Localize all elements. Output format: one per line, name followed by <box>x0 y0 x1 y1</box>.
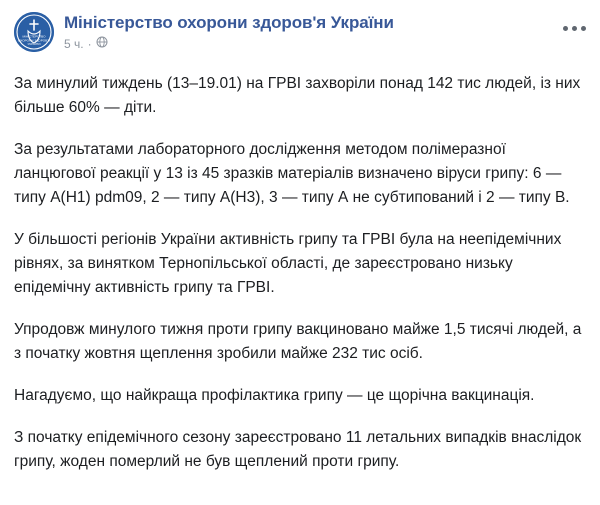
header-text <box>64 12 394 52</box>
post-body <box>14 72 586 474</box>
svg-text:УКРАЇНИ: УКРАЇНИ <box>27 42 41 47</box>
post-timestamp[interactable]: 5 ч. <box>64 37 84 51</box>
post-paragraph: Упродовж минулого тижня проти грипу вакциновано майже 1,5 тисячі людей, а з початку жовтня щеплення зробили майже 232 тис осіб. <box>14 321 582 362</box>
post-paragraph: Нагадуємо, що найкраща профілактика грипу — це щорічна вакцинація. <box>14 387 535 404</box>
svg-text:ОХОРОНИ ЗДОРОВ'Я: ОХОРОНИ ЗДОРОВ'Я <box>17 38 51 43</box>
meta-separator: · <box>87 37 92 51</box>
ellipsis-icon <box>563 26 586 31</box>
post-paragraph: З початку епідемічного сезону зареєстровано 11 летальних випадків внаслідок грипу, жоден померлий не був щеплений проти грипу. <box>14 429 582 470</box>
post-paragraph: За минулий тиждень (13–19.01) на ГРВІ захворіли понад 142 тис людей, із них більше 60% — діти. <box>14 75 581 116</box>
post-header <box>14 12 586 58</box>
post-paragraph: За результатами лабораторного дослідження методом полімеразної ланцюгової реакції у 13 із 45 зразків матеріалів визначено віруси грипу: 6 — типу A(H1) pdm09, 2 — типу A(H3), 3 — типу А не субтипований і 2 — типу В. <box>14 141 570 206</box>
post-meta <box>64 36 394 52</box>
page-name[interactable]: Міністерство охорони здоров'я України <box>64 13 394 32</box>
avatar[interactable] <box>14 12 54 52</box>
svg-text:МІНІСТЕРСТВО: МІНІСТЕРСТВО <box>22 34 46 39</box>
more-options-button[interactable] <box>554 18 586 38</box>
globe-icon <box>96 36 108 52</box>
post-paragraph: У більшості регіонів України активність грипу та ГРВІ була на неепідемічних рівнях, за винятком Тернопільської області, де зареєстровано низьку епідемічну активність грипу та ГРВІ. <box>14 231 562 296</box>
